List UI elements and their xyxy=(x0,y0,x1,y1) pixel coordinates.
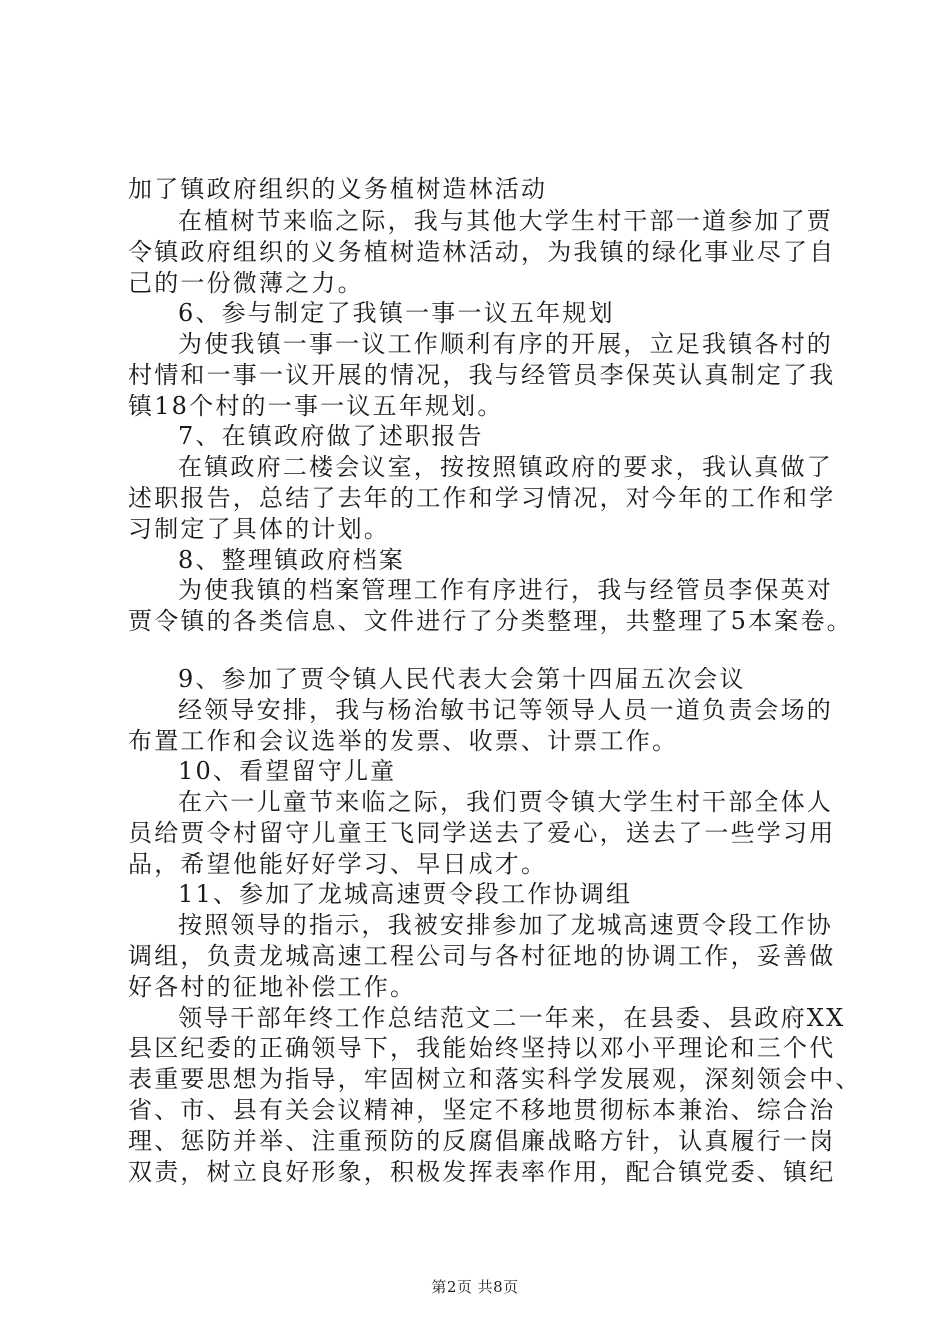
text-line: 贾令镇的各类信息、文件进行了分类整理，共整理了5本案卷。 xyxy=(128,607,853,635)
text-line: 品，希望他能好好学习、早日成才。 xyxy=(128,850,548,878)
page-number-footer: 第2页 共8页 xyxy=(431,1278,519,1296)
text-line: 表重要思想为指导，牢固树立和落实科学发展观，深刻领会中、 xyxy=(128,1065,862,1093)
text-line: 在镇政府二楼会议室，按按照镇政府的要求，我认真做了 xyxy=(178,453,833,481)
text-line: 述职报告，总结了去年的工作和学习情况，对今年的工作和学 xyxy=(128,484,836,512)
text-line: 员给贾令村留守儿童王飞同学送去了爱心，送去了一些学习用 xyxy=(128,819,836,847)
text-line: 加了镇政府组织的义务植树造林活动 xyxy=(128,175,548,203)
text-line: 在植树节来临之际，我与其他大学生村干部一道参加了贾 xyxy=(178,207,833,235)
text-line: 经领导安排，我与杨治敏书记等领导人员一道负责会场的 xyxy=(178,696,833,724)
section-heading: 8、整理镇政府档案 xyxy=(178,546,406,574)
text-line: 为使我镇的档案管理工作有序进行，我与经管员李保英对 xyxy=(178,576,833,604)
text-line: 己的一份微薄之力。 xyxy=(128,269,364,297)
text-line: 理、惩防并举、注重预防的反腐倡廉战略方针，认真履行一岗 xyxy=(128,1127,836,1155)
text-line: 镇18个村的一事一议五年规划。 xyxy=(128,392,504,420)
text-line: 在六一儿童节来临之际，我们贾令镇大学生村干部全体人 xyxy=(178,788,833,816)
section-heading: 7、在镇政府做了述职报告 xyxy=(178,422,484,450)
text-line: 布置工作和会议选举的发票、收票、计票工作。 xyxy=(128,727,679,755)
text-line: 领导干部年终工作总结范文二一年来，在县委、县政府XX xyxy=(178,1004,846,1032)
section-heading: 6、参与制定了我镇一事一议五年规划 xyxy=(178,299,615,327)
text-line: 县区纪委的正确领导下，我能始终坚持以邓小平理论和三个代 xyxy=(128,1034,836,1062)
text-line: 好各村的征地补偿工作。 xyxy=(128,973,417,1001)
text-line: 双责，树立良好形象，积极发挥表率作用，配合镇党委、镇纪 xyxy=(128,1158,836,1186)
section-heading: 10、看望留守儿童 xyxy=(178,757,397,785)
text-line: 习制定了具体的计划。 xyxy=(128,515,390,543)
text-line: 省、市、县有关会议精神，坚定不移地贯彻标本兼治、综合治 xyxy=(128,1096,836,1124)
text-line: 按照领导的指示，我被安排参加了龙城高速贾令段工作协 xyxy=(178,911,833,939)
text-line: 为使我镇一事一议工作顺利有序的开展，立足我镇各村的 xyxy=(178,330,833,358)
text-line: 村情和一事一议开展的情况，我与经管员李保英认真制定了我 xyxy=(128,361,836,389)
section-heading: 9、参加了贾令镇人民代表大会第十四届五次会议 xyxy=(178,665,746,693)
text-line: 令镇政府组织的义务植树造林活动，为我镇的绿化事业尽了自 xyxy=(128,238,836,266)
section-heading: 11、参加了龙城高速贾令段工作协调组 xyxy=(178,880,633,908)
text-line: 调组，负责龙城高速工程公司与各村征地的协调工作，妥善做 xyxy=(128,942,836,970)
